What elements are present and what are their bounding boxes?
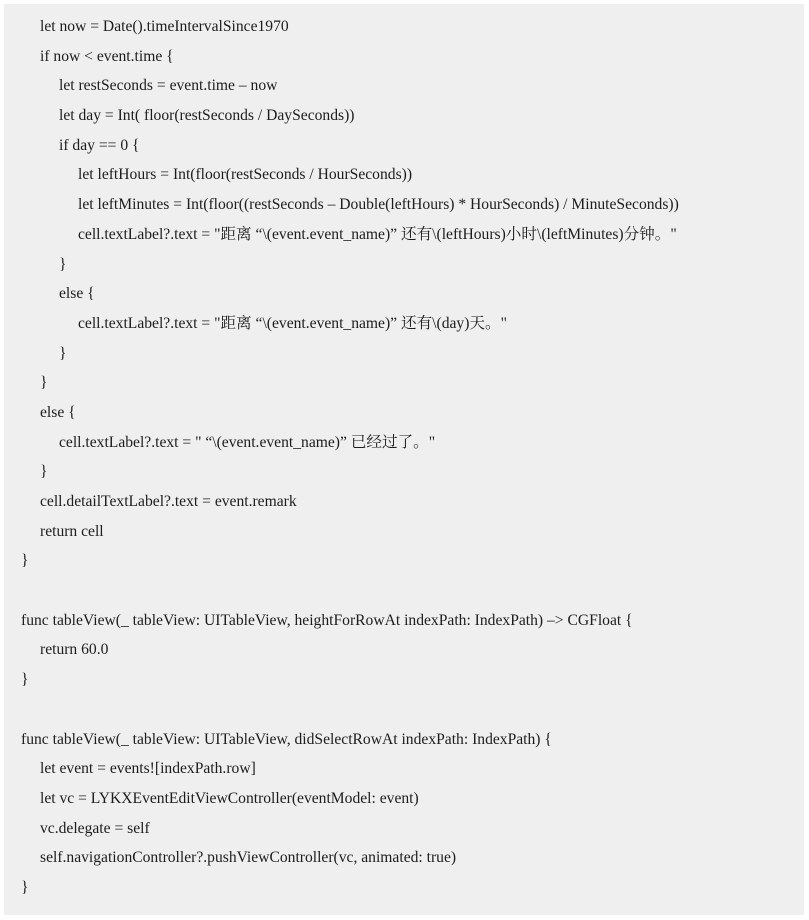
code-line: let leftMinutes = Int(floor((restSeconds – Double(leftHours) * HourSeconds) / MinuteSeconds)) — [78, 196, 679, 214]
code-line: cell.textLabel?.text = " “\(event.event_name)” 已经过了。" — [59, 433, 436, 451]
code-line: else { — [40, 403, 76, 421]
code-line: let day = Int( floor(restSeconds / DaySeconds)) — [59, 107, 355, 125]
code-line: if day == 0 { — [59, 136, 140, 154]
code-line: cell.textLabel?.text = "距离 “\(event.event_name)” 还有\(day)天。" — [78, 314, 507, 332]
code-line: self.navigationController?.pushViewController(vc, animated: true) — [40, 849, 457, 867]
code-line: cell.detailTextLabel?.text = event.remark — [40, 493, 297, 510]
code-line: cell.textLabel?.text = "距离 “\(event.event_name)” 还有\(leftHours)小时\(leftMinutes)分钟。" — [78, 225, 677, 243]
code-line: func tableView(_ tableView: UITableView, didSelectRowAt indexPath: IndexPath) { — [21, 730, 552, 748]
code-listing — [4, 4, 804, 915]
code-line — [4, 576, 804, 606]
code-line: } — [40, 463, 48, 481]
code-line: let event = events![indexPath.row] — [40, 760, 256, 778]
code-line: return 60.0 — [40, 641, 109, 659]
code-line: else { — [59, 285, 95, 303]
code-line: } — [59, 255, 67, 273]
code-line: vc.delegate = self — [40, 819, 150, 837]
code-line: func tableView(_ tableView: UITableView, heightForRowAt indexPath: IndexPath) –> CGFloat { — [21, 611, 633, 629]
code-line: let now = Date().timeIntervalSince1970 — [40, 18, 289, 35]
code-line: } — [59, 344, 67, 362]
code-line: let leftHours = Int(floor(restSeconds / HourSeconds)) — [78, 166, 413, 184]
code-line: if now < event.time { — [40, 47, 174, 65]
code-line: } — [40, 374, 48, 392]
code-line — [4, 695, 804, 725]
code-line: let vc = LYKXEventEditViewController(eventModel: event) — [40, 789, 419, 807]
code-line: } — [21, 671, 29, 689]
code-line: } — [21, 878, 29, 896]
code-line: let restSeconds = event.time – now — [59, 77, 278, 95]
code-line: return cell — [40, 522, 104, 540]
code-line: } — [21, 552, 29, 570]
